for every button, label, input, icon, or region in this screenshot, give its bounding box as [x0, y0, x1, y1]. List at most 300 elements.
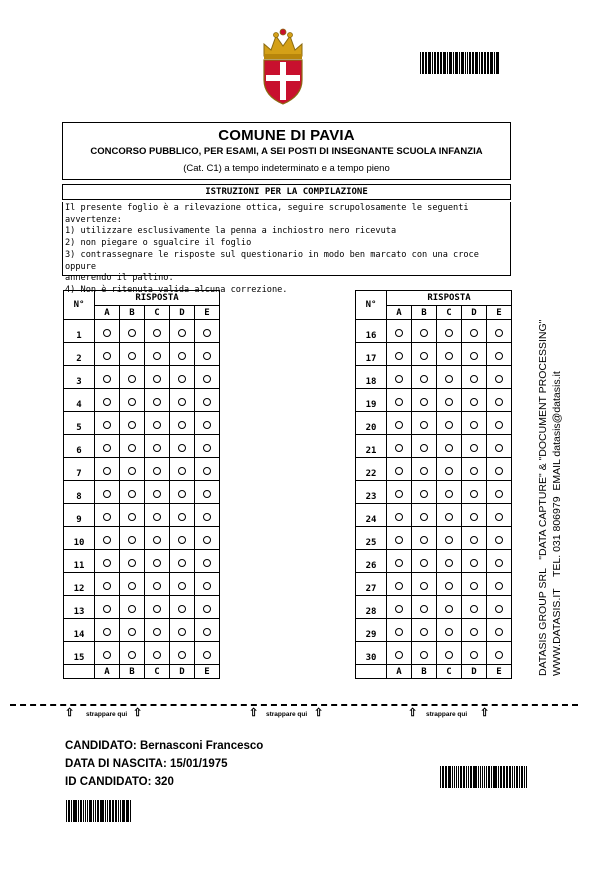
answer-bubble[interactable]: [445, 375, 453, 383]
answer-bubble[interactable]: [203, 605, 211, 613]
bubble-cell[interactable]: [170, 527, 195, 550]
answer-bubble[interactable]: [178, 329, 186, 337]
bubble-cell[interactable]: [145, 481, 170, 504]
bubble-cell[interactable]: [145, 527, 170, 550]
answer-bubble[interactable]: [153, 398, 161, 406]
bubble-cell[interactable]: [170, 573, 195, 596]
answer-bubble[interactable]: [445, 490, 453, 498]
answer-bubble[interactable]: [203, 421, 211, 429]
answer-bubble[interactable]: [495, 605, 503, 613]
bubble-cell[interactable]: [120, 320, 145, 343]
answer-bubble[interactable]: [128, 467, 136, 475]
bubble-cell[interactable]: [387, 573, 412, 596]
bubble-cell[interactable]: [120, 573, 145, 596]
answer-bubble[interactable]: [178, 651, 186, 659]
bubble-cell[interactable]: [437, 504, 462, 527]
answer-bubble[interactable]: [470, 329, 478, 337]
bubble-cell[interactable]: [387, 320, 412, 343]
answer-bubble[interactable]: [420, 375, 428, 383]
answer-bubble[interactable]: [420, 582, 428, 590]
bubble-cell[interactable]: [170, 481, 195, 504]
answer-bubble[interactable]: [203, 490, 211, 498]
answer-bubble[interactable]: [178, 421, 186, 429]
answer-bubble[interactable]: [445, 513, 453, 521]
answer-bubble[interactable]: [128, 375, 136, 383]
bubble-cell[interactable]: [462, 435, 487, 458]
bubble-cell[interactable]: [387, 458, 412, 481]
answer-bubble[interactable]: [420, 490, 428, 498]
bubble-cell[interactable]: [95, 435, 120, 458]
answer-bubble[interactable]: [470, 628, 478, 636]
answer-bubble[interactable]: [103, 559, 111, 567]
answer-bubble[interactable]: [445, 329, 453, 337]
bubble-cell[interactable]: [487, 343, 512, 366]
answer-bubble[interactable]: [420, 605, 428, 613]
bubble-cell[interactable]: [462, 642, 487, 665]
answer-bubble[interactable]: [420, 628, 428, 636]
answer-bubble[interactable]: [203, 651, 211, 659]
answer-bubble[interactable]: [203, 444, 211, 452]
answer-bubble[interactable]: [470, 559, 478, 567]
answer-bubble[interactable]: [495, 467, 503, 475]
bubble-cell[interactable]: [120, 550, 145, 573]
answer-bubble[interactable]: [103, 329, 111, 337]
bubble-cell[interactable]: [195, 435, 220, 458]
bubble-cell[interactable]: [145, 320, 170, 343]
answer-bubble[interactable]: [103, 398, 111, 406]
bubble-cell[interactable]: [412, 550, 437, 573]
bubble-cell[interactable]: [170, 366, 195, 389]
answer-bubble[interactable]: [203, 582, 211, 590]
bubble-cell[interactable]: [412, 320, 437, 343]
bubble-cell[interactable]: [487, 458, 512, 481]
answer-bubble[interactable]: [495, 421, 503, 429]
answer-bubble[interactable]: [395, 490, 403, 498]
bubble-cell[interactable]: [387, 619, 412, 642]
bubble-cell[interactable]: [437, 573, 462, 596]
bubble-cell[interactable]: [387, 596, 412, 619]
answer-bubble[interactable]: [203, 375, 211, 383]
answer-bubble[interactable]: [203, 628, 211, 636]
bubble-cell[interactable]: [437, 435, 462, 458]
answer-bubble[interactable]: [420, 559, 428, 567]
answer-bubble[interactable]: [178, 513, 186, 521]
bubble-cell[interactable]: [120, 389, 145, 412]
answer-bubble[interactable]: [153, 421, 161, 429]
bubble-cell[interactable]: [387, 412, 412, 435]
answer-bubble[interactable]: [495, 651, 503, 659]
answer-bubble[interactable]: [103, 421, 111, 429]
answer-bubble[interactable]: [103, 490, 111, 498]
bubble-cell[interactable]: [412, 412, 437, 435]
answer-bubble[interactable]: [495, 513, 503, 521]
bubble-cell[interactable]: [412, 527, 437, 550]
bubble-cell[interactable]: [462, 527, 487, 550]
answer-bubble[interactable]: [470, 536, 478, 544]
bubble-cell[interactable]: [195, 481, 220, 504]
bubble-cell[interactable]: [95, 619, 120, 642]
answer-bubble[interactable]: [178, 536, 186, 544]
answer-bubble[interactable]: [445, 421, 453, 429]
bubble-cell[interactable]: [462, 389, 487, 412]
answer-bubble[interactable]: [495, 444, 503, 452]
bubble-cell[interactable]: [195, 527, 220, 550]
bubble-cell[interactable]: [487, 366, 512, 389]
answer-bubble[interactable]: [178, 398, 186, 406]
bubble-cell[interactable]: [145, 366, 170, 389]
answer-bubble[interactable]: [203, 352, 211, 360]
bubble-cell[interactable]: [462, 596, 487, 619]
bubble-cell[interactable]: [195, 389, 220, 412]
answer-bubble[interactable]: [178, 559, 186, 567]
answer-bubble[interactable]: [445, 628, 453, 636]
bubble-cell[interactable]: [462, 320, 487, 343]
answer-bubble[interactable]: [495, 490, 503, 498]
bubble-cell[interactable]: [195, 458, 220, 481]
bubble-cell[interactable]: [95, 320, 120, 343]
bubble-cell[interactable]: [487, 619, 512, 642]
bubble-cell[interactable]: [95, 458, 120, 481]
bubble-cell[interactable]: [487, 435, 512, 458]
bubble-cell[interactable]: [487, 642, 512, 665]
bubble-cell[interactable]: [412, 343, 437, 366]
bubble-cell[interactable]: [462, 458, 487, 481]
bubble-cell[interactable]: [145, 619, 170, 642]
answer-bubble[interactable]: [103, 352, 111, 360]
answer-bubble[interactable]: [445, 651, 453, 659]
bubble-cell[interactable]: [195, 412, 220, 435]
bubble-cell[interactable]: [120, 435, 145, 458]
bubble-cell[interactable]: [387, 389, 412, 412]
bubble-cell[interactable]: [145, 389, 170, 412]
bubble-cell[interactable]: [95, 596, 120, 619]
bubble-cell[interactable]: [95, 504, 120, 527]
bubble-cell[interactable]: [412, 458, 437, 481]
answer-bubble[interactable]: [470, 651, 478, 659]
answer-bubble[interactable]: [103, 651, 111, 659]
bubble-cell[interactable]: [195, 573, 220, 596]
answer-bubble[interactable]: [128, 651, 136, 659]
answer-bubble[interactable]: [128, 559, 136, 567]
bubble-cell[interactable]: [462, 481, 487, 504]
answer-bubble[interactable]: [395, 513, 403, 521]
answer-bubble[interactable]: [470, 605, 478, 613]
bubble-cell[interactable]: [437, 458, 462, 481]
answer-bubble[interactable]: [420, 398, 428, 406]
answer-bubble[interactable]: [178, 628, 186, 636]
answer-bubble[interactable]: [495, 559, 503, 567]
bubble-cell[interactable]: [437, 596, 462, 619]
answer-bubble[interactable]: [153, 536, 161, 544]
bubble-cell[interactable]: [95, 550, 120, 573]
answer-bubble[interactable]: [495, 329, 503, 337]
bubble-cell[interactable]: [462, 366, 487, 389]
bubble-cell[interactable]: [170, 550, 195, 573]
answer-bubble[interactable]: [203, 536, 211, 544]
bubble-cell[interactable]: [120, 504, 145, 527]
answer-bubble[interactable]: [178, 352, 186, 360]
bubble-cell[interactable]: [145, 642, 170, 665]
bubble-cell[interactable]: [487, 412, 512, 435]
answer-bubble[interactable]: [103, 467, 111, 475]
answer-bubble[interactable]: [128, 582, 136, 590]
bubble-cell[interactable]: [487, 573, 512, 596]
bubble-cell[interactable]: [95, 573, 120, 596]
answer-bubble[interactable]: [420, 352, 428, 360]
answer-bubble[interactable]: [395, 559, 403, 567]
bubble-cell[interactable]: [412, 619, 437, 642]
answer-bubble[interactable]: [395, 536, 403, 544]
answer-bubble[interactable]: [445, 536, 453, 544]
answer-bubble[interactable]: [153, 352, 161, 360]
bubble-cell[interactable]: [170, 412, 195, 435]
bubble-cell[interactable]: [195, 343, 220, 366]
answer-bubble[interactable]: [153, 329, 161, 337]
bubble-cell[interactable]: [195, 504, 220, 527]
answer-bubble[interactable]: [153, 651, 161, 659]
answer-bubble[interactable]: [128, 513, 136, 521]
answer-bubble[interactable]: [470, 444, 478, 452]
bubble-cell[interactable]: [387, 366, 412, 389]
answer-bubble[interactable]: [103, 628, 111, 636]
answer-bubble[interactable]: [420, 536, 428, 544]
bubble-cell[interactable]: [145, 596, 170, 619]
bubble-cell[interactable]: [412, 573, 437, 596]
bubble-cell[interactable]: [437, 481, 462, 504]
bubble-cell[interactable]: [170, 343, 195, 366]
answer-bubble[interactable]: [153, 467, 161, 475]
answer-bubble[interactable]: [470, 513, 478, 521]
bubble-cell[interactable]: [170, 504, 195, 527]
bubble-cell[interactable]: [120, 458, 145, 481]
bubble-cell[interactable]: [120, 596, 145, 619]
answer-bubble[interactable]: [495, 398, 503, 406]
bubble-cell[interactable]: [170, 320, 195, 343]
answer-bubble[interactable]: [495, 628, 503, 636]
bubble-cell[interactable]: [412, 596, 437, 619]
answer-bubble[interactable]: [470, 467, 478, 475]
answer-bubble[interactable]: [153, 582, 161, 590]
bubble-cell[interactable]: [120, 481, 145, 504]
bubble-cell[interactable]: [437, 320, 462, 343]
answer-bubble[interactable]: [395, 582, 403, 590]
answer-bubble[interactable]: [420, 467, 428, 475]
answer-bubble[interactable]: [203, 559, 211, 567]
answer-bubble[interactable]: [103, 375, 111, 383]
bubble-cell[interactable]: [145, 343, 170, 366]
answer-bubble[interactable]: [203, 329, 211, 337]
bubble-cell[interactable]: [462, 619, 487, 642]
answer-bubble[interactable]: [153, 628, 161, 636]
answer-bubble[interactable]: [470, 490, 478, 498]
answer-bubble[interactable]: [103, 444, 111, 452]
answer-bubble[interactable]: [470, 398, 478, 406]
answer-bubble[interactable]: [470, 421, 478, 429]
bubble-cell[interactable]: [120, 366, 145, 389]
answer-bubble[interactable]: [395, 329, 403, 337]
answer-bubble[interactable]: [495, 375, 503, 383]
answer-bubble[interactable]: [395, 628, 403, 636]
answer-bubble[interactable]: [495, 352, 503, 360]
bubble-cell[interactable]: [437, 642, 462, 665]
answer-bubble[interactable]: [495, 582, 503, 590]
answer-bubble[interactable]: [420, 444, 428, 452]
bubble-cell[interactable]: [462, 504, 487, 527]
answer-bubble[interactable]: [128, 536, 136, 544]
bubble-cell[interactable]: [95, 389, 120, 412]
bubble-cell[interactable]: [487, 320, 512, 343]
bubble-cell[interactable]: [195, 619, 220, 642]
bubble-cell[interactable]: [387, 504, 412, 527]
answer-bubble[interactable]: [128, 490, 136, 498]
bubble-cell[interactable]: [195, 366, 220, 389]
answer-bubble[interactable]: [395, 421, 403, 429]
answer-bubble[interactable]: [178, 582, 186, 590]
answer-bubble[interactable]: [395, 375, 403, 383]
bubble-cell[interactable]: [462, 550, 487, 573]
answer-bubble[interactable]: [103, 513, 111, 521]
answer-bubble[interactable]: [420, 421, 428, 429]
bubble-cell[interactable]: [170, 642, 195, 665]
answer-bubble[interactable]: [153, 559, 161, 567]
bubble-cell[interactable]: [145, 412, 170, 435]
answer-bubble[interactable]: [395, 352, 403, 360]
bubble-cell[interactable]: [487, 596, 512, 619]
answer-bubble[interactable]: [103, 605, 111, 613]
answer-bubble[interactable]: [103, 582, 111, 590]
answer-bubble[interactable]: [178, 444, 186, 452]
answer-bubble[interactable]: [153, 375, 161, 383]
bubble-cell[interactable]: [487, 504, 512, 527]
bubble-cell[interactable]: [387, 481, 412, 504]
answer-bubble[interactable]: [445, 582, 453, 590]
bubble-cell[interactable]: [387, 435, 412, 458]
answer-bubble[interactable]: [178, 467, 186, 475]
answer-bubble[interactable]: [445, 444, 453, 452]
answer-bubble[interactable]: [128, 329, 136, 337]
answer-bubble[interactable]: [395, 651, 403, 659]
bubble-cell[interactable]: [145, 550, 170, 573]
answer-bubble[interactable]: [470, 582, 478, 590]
bubble-cell[interactable]: [95, 481, 120, 504]
bubble-cell[interactable]: [195, 596, 220, 619]
answer-bubble[interactable]: [128, 352, 136, 360]
bubble-cell[interactable]: [387, 527, 412, 550]
bubble-cell[interactable]: [387, 550, 412, 573]
bubble-cell[interactable]: [95, 366, 120, 389]
answer-bubble[interactable]: [395, 467, 403, 475]
bubble-cell[interactable]: [437, 527, 462, 550]
bubble-cell[interactable]: [437, 343, 462, 366]
bubble-cell[interactable]: [195, 642, 220, 665]
answer-bubble[interactable]: [153, 444, 161, 452]
bubble-cell[interactable]: [462, 412, 487, 435]
answer-bubble[interactable]: [128, 444, 136, 452]
answer-bubble[interactable]: [153, 605, 161, 613]
answer-bubble[interactable]: [128, 628, 136, 636]
answer-bubble[interactable]: [178, 375, 186, 383]
answer-bubble[interactable]: [445, 559, 453, 567]
answer-bubble[interactable]: [178, 605, 186, 613]
bubble-cell[interactable]: [145, 458, 170, 481]
bubble-cell[interactable]: [487, 481, 512, 504]
answer-bubble[interactable]: [445, 352, 453, 360]
answer-bubble[interactable]: [178, 490, 186, 498]
bubble-cell[interactable]: [412, 389, 437, 412]
answer-bubble[interactable]: [445, 467, 453, 475]
bubble-cell[interactable]: [145, 435, 170, 458]
bubble-cell[interactable]: [437, 550, 462, 573]
bubble-cell[interactable]: [437, 412, 462, 435]
bubble-cell[interactable]: [95, 642, 120, 665]
bubble-cell[interactable]: [462, 343, 487, 366]
answer-bubble[interactable]: [203, 513, 211, 521]
answer-bubble[interactable]: [395, 444, 403, 452]
answer-bubble[interactable]: [395, 398, 403, 406]
bubble-cell[interactable]: [120, 343, 145, 366]
bubble-cell[interactable]: [145, 573, 170, 596]
bubble-cell[interactable]: [437, 366, 462, 389]
bubble-cell[interactable]: [462, 573, 487, 596]
bubble-cell[interactable]: [170, 435, 195, 458]
answer-bubble[interactable]: [445, 605, 453, 613]
bubble-cell[interactable]: [170, 458, 195, 481]
bubble-cell[interactable]: [95, 343, 120, 366]
bubble-cell[interactable]: [437, 389, 462, 412]
bubble-cell[interactable]: [120, 527, 145, 550]
answer-bubble[interactable]: [203, 467, 211, 475]
answer-bubble[interactable]: [495, 536, 503, 544]
bubble-cell[interactable]: [437, 619, 462, 642]
bubble-cell[interactable]: [387, 343, 412, 366]
bubble-cell[interactable]: [487, 527, 512, 550]
bubble-cell[interactable]: [412, 435, 437, 458]
answer-bubble[interactable]: [420, 651, 428, 659]
bubble-cell[interactable]: [120, 642, 145, 665]
bubble-cell[interactable]: [120, 412, 145, 435]
bubble-cell[interactable]: [170, 389, 195, 412]
bubble-cell[interactable]: [412, 366, 437, 389]
answer-bubble[interactable]: [203, 398, 211, 406]
answer-bubble[interactable]: [395, 605, 403, 613]
answer-bubble[interactable]: [153, 513, 161, 521]
answer-bubble[interactable]: [128, 421, 136, 429]
bubble-cell[interactable]: [170, 596, 195, 619]
answer-bubble[interactable]: [470, 352, 478, 360]
bubble-cell[interactable]: [387, 642, 412, 665]
bubble-cell[interactable]: [412, 504, 437, 527]
bubble-cell[interactable]: [120, 619, 145, 642]
bubble-cell[interactable]: [487, 550, 512, 573]
answer-bubble[interactable]: [128, 605, 136, 613]
answer-bubble[interactable]: [128, 398, 136, 406]
answer-bubble[interactable]: [103, 536, 111, 544]
bubble-cell[interactable]: [95, 412, 120, 435]
bubble-cell[interactable]: [195, 550, 220, 573]
answer-bubble[interactable]: [153, 490, 161, 498]
bubble-cell[interactable]: [95, 527, 120, 550]
bubble-cell[interactable]: [195, 320, 220, 343]
answer-bubble[interactable]: [445, 398, 453, 406]
bubble-cell[interactable]: [170, 619, 195, 642]
answer-bubble[interactable]: [420, 513, 428, 521]
answer-bubble[interactable]: [470, 375, 478, 383]
bubble-cell[interactable]: [412, 481, 437, 504]
bubble-cell[interactable]: [412, 642, 437, 665]
answer-bubble[interactable]: [420, 329, 428, 337]
bubble-cell[interactable]: [487, 389, 512, 412]
bubble-cell[interactable]: [145, 504, 170, 527]
